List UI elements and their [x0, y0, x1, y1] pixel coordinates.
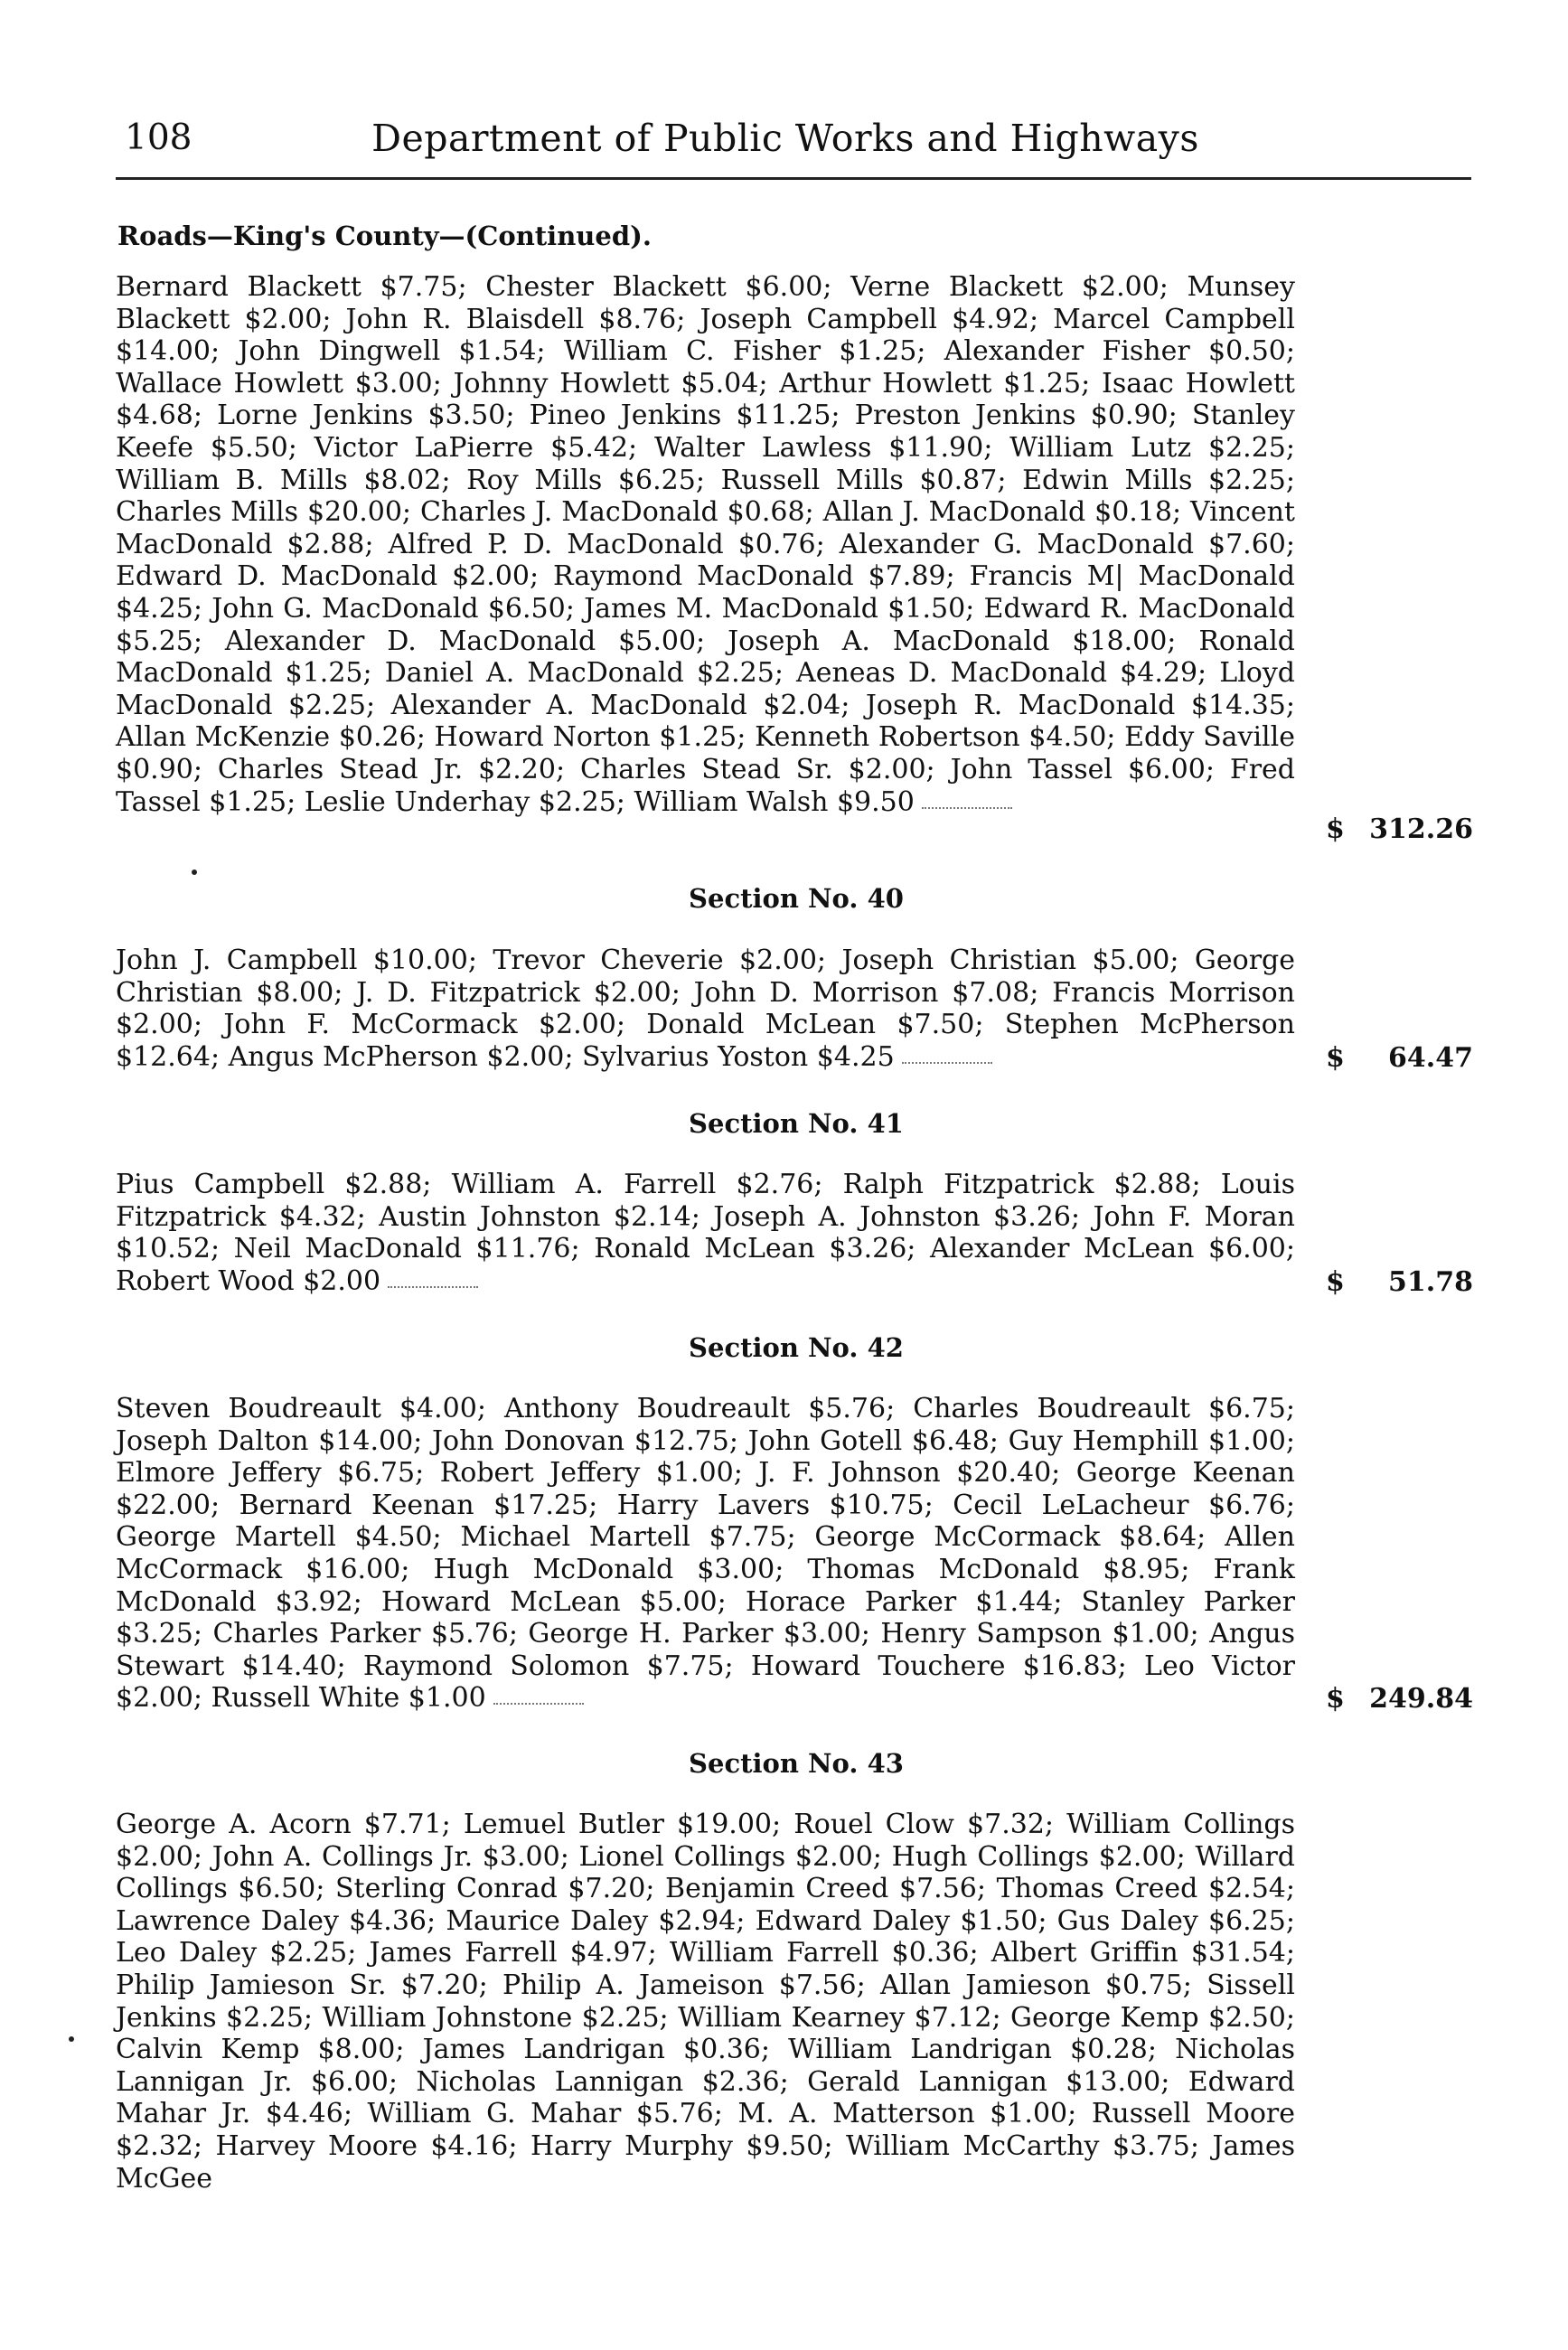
- total-dollar-sign: $: [1326, 1042, 1345, 1074]
- total-dollar-sign: $: [1326, 813, 1345, 845]
- payee-paragraph: [116, 945, 1295, 1073]
- section-heading: Section No. 42: [689, 1332, 904, 1363]
- section-total: 64.47: [1388, 1042, 1473, 1074]
- section-heading: Section No. 43: [689, 1748, 904, 1779]
- payee-list: John J. Campbell $10.00; Trevor Cheverie $2.00; Joseph Christian $5.00; George Christian $8.00; J. D. Fitzpatrick $2.00; John D. Morrison $7.08; Francis Morrison $2.00; John F. McCormack $2.00; Donald McLean $7.50; Stephen McPherson $12.64; Angus McPherson $2.00; Sylvarius Yoston $4.25: [116, 945, 1295, 1073]
- payee-paragraph: [116, 271, 1295, 818]
- payee-paragraph: [116, 1393, 1295, 1715]
- stray-mark: [192, 870, 197, 875]
- section-heading: Section No. 41: [689, 1108, 904, 1139]
- running-head-title: Department of Public Works and Highways: [371, 117, 1199, 160]
- running-head: [116, 116, 1455, 170]
- dot-leader: [493, 1703, 584, 1705]
- page-number: 108: [125, 118, 192, 158]
- payee-list: Bernard Blackett $7.75; Chester Blackett $6.00; Verne Blackett $2.00; Munsey Blackett $2.00; John R. Blaisdell $8.76; Joseph Campbell $4.92; Marcel Campbell $14.00; John Dingwell $1.54; William C. Fisher $1.25; Alexander Fisher $0.50; Wallace Howlett $3.00; Johnny Howlett $5.04; Arthur Howlett $1.25; Isaac Howlett $4.68; Lorne Jenkins $3.50; Pineo Jenkins $11.25; Preston Jenkins $0.90; Stanley Keefe $5.50; Victor LaPierre $5.42; Walter Lawless $11.90; William Lutz $2.25; William B. Mills $8.02; Roy Mills $6.25; Russell Mills $0.87; Edwin Mills $2.25; Charles Mills $20.00; Charles J. MacDonald $0.68; Allan J. MacDonald $0.18; Vincent MacDonald $2.88; Alfred P. D. MacDonald $0.76; Alexander G. MacDonald $7.60; Edward D. MacDonald $2.00; Raymond MacDonald $7.89; Francis M| MacDonald $4.25; John G. MacDonald $6.50; James M. MacDonald $1.50; Edward R. MacDonald $5.25; Alexander D. MacDonald $5.00; Joseph A. MacDonald $18.00; Ronald MacDonald $1.25; Daniel A. MacDonald $2.25; Aeneas D. MacDonald $4.29; Lloyd MacDonald $2.25; Alexander A. MacDonald $2.04; Joseph R. MacDonald $14.35; Allan McKenzie $0.26; Howard Norton $1.25; Kenneth Robertson $4.50; Eddy Saville $0.90; Charles Stead Jr. $2.20; Charles Stead Sr. $2.00; John Tassel $6.00; Fred Tassel $1.25; Leslie Underhay $2.25; William Walsh $9.50: [116, 271, 1295, 818]
- section-total: 249.84: [1369, 1683, 1473, 1715]
- section-heading: Section No. 40: [689, 883, 904, 914]
- dot-leader: [388, 1286, 478, 1288]
- payee-list: Pius Campbell $2.88; William A. Farrell $2.76; Ralph Fitzpatrick $2.88; Louis Fitzpatrick $4.32; Austin Johnston $2.14; Joseph A. Johnston $3.26; John F. Moran $10.52; Neil MacDonald $11.76; Ronald McLean $3.26; Alexander McLean $6.00; Robert Wood $2.00: [116, 1169, 1295, 1297]
- header-rule: [116, 177, 1471, 180]
- payee-paragraph: [116, 1169, 1295, 1297]
- intro-heading: Roads—King's County—(Continued).: [117, 221, 652, 251]
- dot-leader: [902, 1062, 992, 1064]
- total-dollar-sign: $: [1326, 1683, 1345, 1715]
- dot-leader: [922, 807, 1012, 809]
- section-total: 51.78: [1388, 1266, 1473, 1298]
- stray-mark: [69, 2036, 74, 2042]
- payee-list: Steven Boudreault $4.00; Anthony Boudreault $5.76; Charles Boudreault $6.75; Joseph Dalton $14.00; John Donovan $12.75; John Gotell $6.48; Guy Hemphill $1.00; Elmore Jeffery $6.75; Robert Jeffery $1.00; J. F. Johnson $20.40; George Keenan $22.00; Bernard Keenan $17.25; Harry Lavers $10.75; Cecil LeLacheur $6.76; George Martell $4.50; Michael Martell $7.75; George McCormack $8.64; Allen McCormack $16.00; Hugh McDonald $3.00; Thomas McDonald $8.95; Frank McDonald $3.92; Howard McLean $5.00; Horace Parker $1.44; Stanley Parker $3.25; Charles Parker $5.76; George H. Parker $3.00; Henry Sampson $1.00; Angus Stewart $14.40; Raymond Solomon $7.75; Howard Touchere $16.83; Leo Victor $2.00; Russell White $1.00: [116, 1393, 1295, 1715]
- payee-list: George A. Acorn $7.71; Lemuel Butler $19.00; Rouel Clow $7.32; William Collings $2.00; John A. Collings Jr. $3.00; Lionel Collings $2.00; Hugh Collings $2.00; Willard Collings $6.50; Sterling Conrad $7.20; Benjamin Creed $7.56; Thomas Creed $2.54; Lawrence Daley $4.36; Maurice Daley $2.94; Edward Daley $1.50; Gus Daley $6.25; Leo Daley $2.25; James Farrell $4.97; William Farrell $0.36; Albert Griffin $31.54; Philip Jamieson Sr. $7.20; Philip A. Jameison $7.56; Allan Jamieson $0.75; Sissell Jenkins $2.25; William Johnstone $2.25; William Kearney $7.12; George Kemp $2.50; Calvin Kemp $8.00; James Landrigan $0.36; William Landrigan $0.28; Nicholas Lannigan Jr. $6.00; Nicholas Lannigan $2.36; Gerald Lannigan $13.00; Edward Mahar Jr. $4.46; William G. Mahar $5.76; M. A. Matterson $1.00; Russell Moore $2.32; Harvey Moore $4.16; Harry Murphy $9.50; William McCarthy $3.75; James McGee: [116, 1809, 1295, 2195]
- payee-paragraph: [116, 1809, 1295, 2195]
- section-total: 312.26: [1369, 813, 1473, 845]
- total-dollar-sign: $: [1326, 1266, 1345, 1298]
